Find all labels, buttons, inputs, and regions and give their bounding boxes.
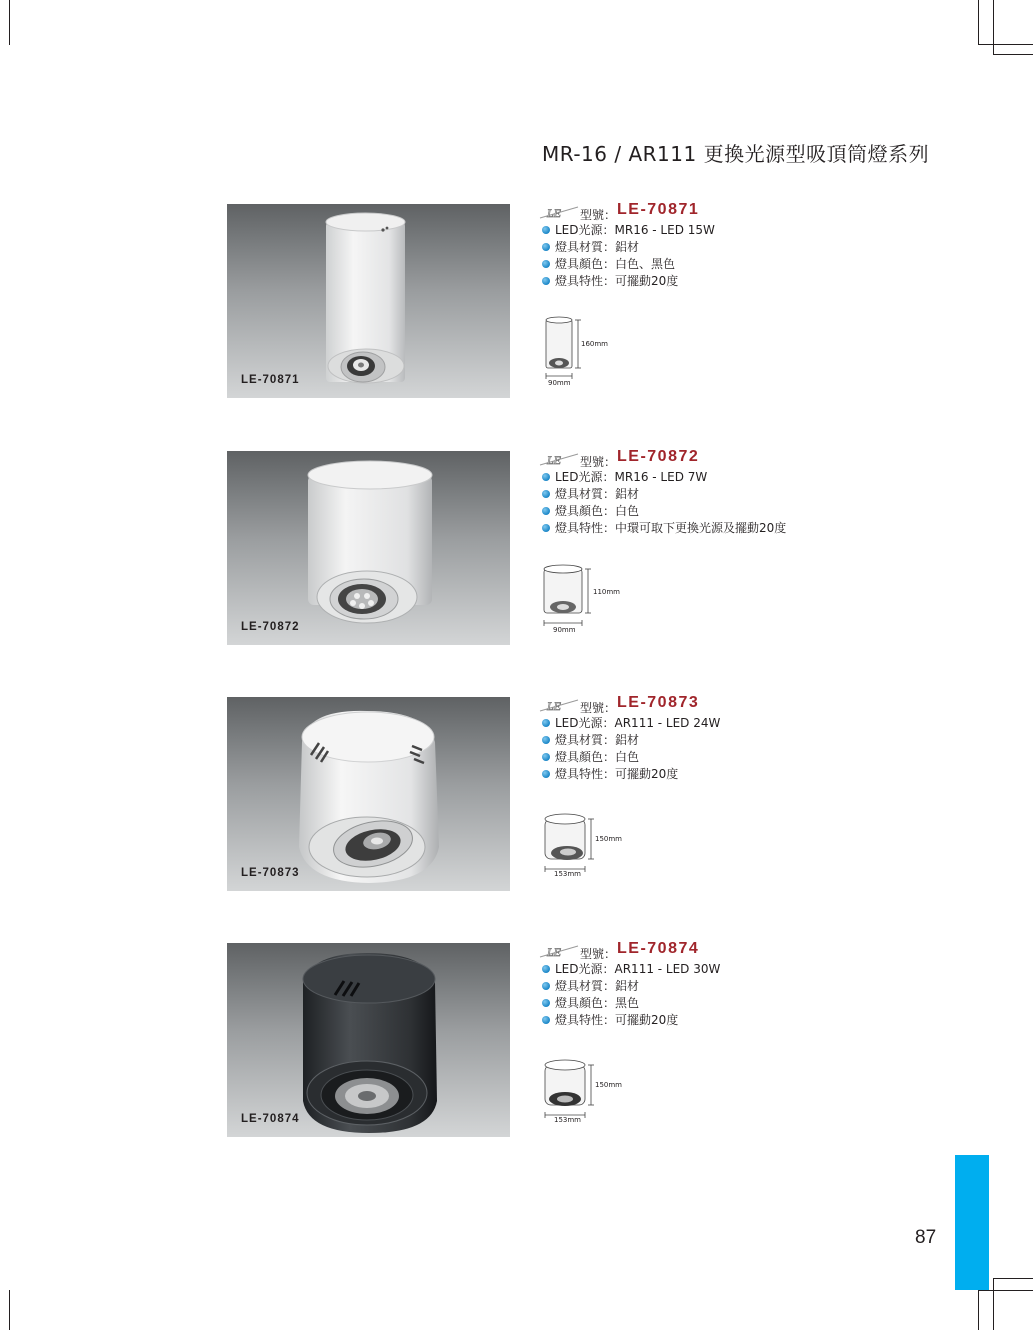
spec-text: 燈具顏色：白色、黑色 <box>555 257 676 271</box>
dimension-drawing <box>538 316 628 391</box>
model-line <box>538 694 958 715</box>
dimension-drawing <box>538 563 628 638</box>
model-line <box>538 940 958 961</box>
spec-panel <box>538 448 958 537</box>
le-logo-icon <box>538 697 580 713</box>
dimension-height: 110mm <box>593 588 620 596</box>
svg-text:LE: LE <box>547 699 562 713</box>
spec-text: LED光源：MR16 - LED 15W <box>555 223 715 237</box>
dimension-width: 90mm <box>553 626 576 634</box>
section-tab <box>955 1155 989 1290</box>
model-line <box>538 448 958 469</box>
spec-item <box>538 520 958 537</box>
svg-text:LE: LE <box>547 945 562 959</box>
dimension-width: 153mm <box>554 1116 581 1124</box>
bullet-icon <box>542 524 550 532</box>
model-line <box>538 201 958 222</box>
le-logo-icon <box>538 943 580 959</box>
svg-text:LE: LE <box>547 453 562 467</box>
le-logo-icon <box>538 451 580 467</box>
product-block <box>0 201 1033 404</box>
spec-item <box>538 715 958 732</box>
spec-item <box>538 749 958 766</box>
spec-item <box>538 222 958 239</box>
spec-list <box>538 715 958 783</box>
spec-item <box>538 766 958 783</box>
spec-item <box>538 978 958 995</box>
downlight-ar111-black-icon <box>227 943 510 1137</box>
bullet-icon <box>542 473 550 481</box>
product-block <box>0 694 1033 897</box>
dimension-height: 150mm <box>595 1081 622 1089</box>
spec-text: 燈具特性：可擺動20度 <box>555 1013 679 1027</box>
spec-text: LED光源：AR111 - LED 30W <box>555 962 721 976</box>
product-photo <box>227 451 510 645</box>
downlight-ar111-white-icon <box>227 697 510 891</box>
spec-panel <box>538 694 958 783</box>
downlight-tall-icon <box>227 204 510 398</box>
model-number: LE-70871 <box>617 201 700 218</box>
spec-text: 燈具顏色：白色 <box>555 750 640 764</box>
model-prefix: 型號： <box>580 701 617 715</box>
bullet-icon <box>542 277 550 285</box>
spec-list <box>538 222 958 290</box>
spec-text: 燈具材質：鋁材 <box>555 240 640 254</box>
dimension-height: 150mm <box>595 835 622 843</box>
page-title: MR-16 / AR111 更換光源型吸頂筒燈系列 <box>542 142 930 166</box>
photo-label: LE-70873 <box>241 867 300 879</box>
bullet-icon <box>542 507 550 515</box>
bullet-icon <box>542 965 550 973</box>
crop-mark-top-right-h <box>993 54 1033 55</box>
crop-mark-bottom-left <box>9 1290 10 1330</box>
crop-mark-top-right-v1 <box>978 0 979 45</box>
spec-text: 燈具材質：鋁材 <box>555 487 640 501</box>
svg-text:LE: LE <box>547 206 562 220</box>
le-logo-icon <box>538 204 580 220</box>
photo-label: LE-70872 <box>241 621 300 633</box>
crop-mark-bottom-right-v1 <box>978 1290 979 1330</box>
spec-item <box>538 239 958 256</box>
spec-item <box>538 961 958 978</box>
spec-text: 燈具特性：中環可取下更換光源及擺動20度 <box>555 521 787 535</box>
model-prefix: 型號： <box>580 455 617 469</box>
dimension-drawing <box>538 1057 638 1132</box>
spec-item <box>538 1012 958 1029</box>
bullet-icon <box>542 243 550 251</box>
spec-text: 燈具顏色：白色 <box>555 504 640 518</box>
spec-text: LED光源：AR111 - LED 24W <box>555 716 721 730</box>
crop-mark-top-right-v2 <box>993 0 994 55</box>
photo-label: LE-70871 <box>241 374 300 386</box>
photo-label: LE-70874 <box>241 1113 300 1125</box>
spec-text: 燈具材質：鋁材 <box>555 733 640 747</box>
bullet-icon <box>542 736 550 744</box>
dimension-sketch-icon <box>542 316 590 386</box>
bullet-icon <box>542 490 550 498</box>
spec-item <box>538 995 958 1012</box>
dimension-height: 160mm <box>581 340 608 348</box>
spec-item <box>538 469 958 486</box>
bullet-icon <box>542 999 550 1007</box>
bullet-icon <box>542 1016 550 1024</box>
spec-text: LED光源：MR16 - LED 7W <box>555 470 708 484</box>
spec-item <box>538 732 958 749</box>
spec-panel <box>538 201 958 290</box>
dimension-width: 153mm <box>554 870 581 878</box>
crop-mark-top-right-h2 <box>978 44 1033 45</box>
downlight-short-icon <box>227 451 510 645</box>
dimension-sketch-icon <box>540 563 598 633</box>
bullet-icon <box>542 719 550 727</box>
page-number: 87 <box>915 1227 937 1248</box>
bullet-icon <box>542 260 550 268</box>
model-number: LE-70873 <box>617 694 700 711</box>
spec-panel <box>538 940 958 1029</box>
product-photo <box>227 204 510 398</box>
model-number: LE-70874 <box>617 940 700 957</box>
spec-list <box>538 469 958 537</box>
bullet-icon <box>542 226 550 234</box>
spec-text: 燈具特性：可擺動20度 <box>555 767 679 781</box>
spec-item <box>538 256 958 273</box>
crop-mark-bottom-right-h <box>993 1278 1033 1279</box>
spec-text: 燈具材質：鋁材 <box>555 979 640 993</box>
bullet-icon <box>542 982 550 990</box>
spec-list <box>538 961 958 1029</box>
spec-item <box>538 503 958 520</box>
product-block <box>0 448 1033 651</box>
product-photo <box>227 943 510 1137</box>
crop-mark-top-left <box>9 0 10 45</box>
model-prefix: 型號： <box>580 947 617 961</box>
spec-item <box>538 486 958 503</box>
crop-mark-bottom-right-h2 <box>978 1290 1033 1291</box>
dimension-drawing <box>538 811 638 886</box>
product-photo <box>227 697 510 891</box>
product-block <box>0 940 1033 1143</box>
bullet-icon <box>542 753 550 761</box>
spec-text: 燈具特性：可擺動20度 <box>555 274 679 288</box>
model-number: LE-70872 <box>617 448 700 465</box>
spec-item <box>538 273 958 290</box>
crop-mark-bottom-right-v2 <box>993 1278 994 1330</box>
model-prefix: 型號： <box>580 208 617 222</box>
dimension-width: 90mm <box>548 379 571 387</box>
spec-text: 燈具顏色：黑色 <box>555 996 640 1010</box>
bullet-icon <box>542 770 550 778</box>
